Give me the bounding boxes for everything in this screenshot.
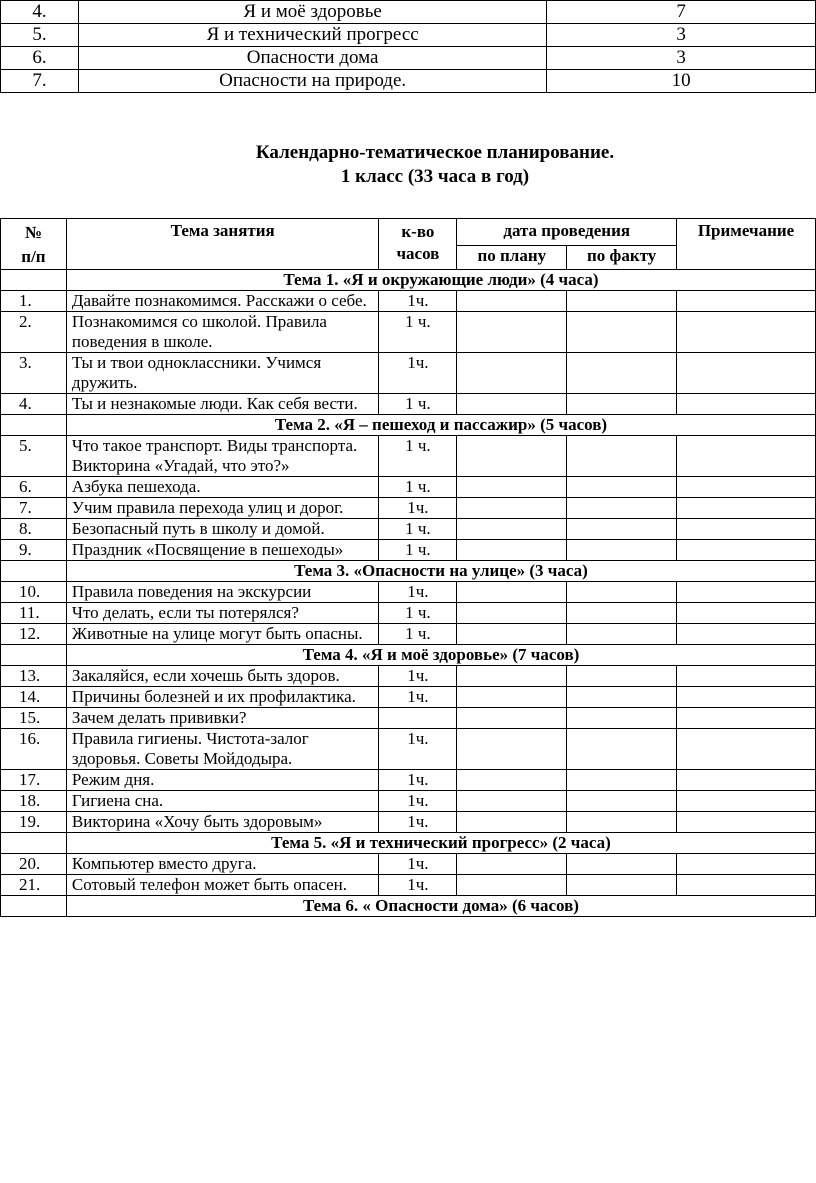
lesson-plan-date — [457, 582, 567, 603]
lesson-hours: 1ч. — [379, 791, 457, 812]
lesson-row — [1, 603, 816, 624]
summary-table-body — [1, 1, 816, 93]
lesson-topic: Компьютер вместо друга. — [66, 854, 379, 875]
lesson-number: 4. — [1, 394, 67, 415]
section-title: Тема 1. «Я и окружающие люди» (4 часа) — [66, 270, 815, 291]
lesson-row — [1, 312, 816, 353]
lesson-plan-date — [457, 477, 567, 498]
section-title: Тема 6. « Опасности дома» (6 часов) — [66, 896, 815, 917]
lesson-topic: Правила гигиены. Чистота-залог здоровья. Советы Мойдодыра. — [66, 729, 379, 770]
lesson-fact-date — [567, 666, 677, 687]
lesson-fact-date — [567, 875, 677, 896]
lesson-hours: 1ч. — [379, 770, 457, 791]
plan-table-body — [1, 270, 816, 917]
lesson-fact-date — [567, 812, 677, 833]
lesson-plan-date — [457, 729, 567, 770]
section-row — [1, 270, 816, 291]
lesson-hours: 1 ч. — [379, 436, 457, 477]
summary-cell-title: Опасности на природе. — [78, 70, 546, 93]
lesson-plan-date — [457, 498, 567, 519]
lesson-hours: 1 ч. — [379, 519, 457, 540]
lesson-row — [1, 666, 816, 687]
section-empty-cell — [1, 415, 67, 436]
lesson-fact-date — [567, 854, 677, 875]
lesson-hours: 1 ч. — [379, 540, 457, 561]
lesson-number: 15. — [1, 708, 67, 729]
lesson-row — [1, 812, 816, 833]
lesson-row — [1, 582, 816, 603]
lesson-number: 17. — [1, 770, 67, 791]
section-empty-cell — [1, 833, 67, 854]
lesson-plan-date — [457, 687, 567, 708]
summary-cell-count: 10 — [547, 70, 816, 93]
lesson-fact-date — [567, 770, 677, 791]
lesson-hours: 1 ч. — [379, 394, 457, 415]
lesson-number: 1. — [1, 291, 67, 312]
lesson-hours: 1ч. — [379, 353, 457, 394]
lesson-hours: 1ч. — [379, 854, 457, 875]
lesson-note — [677, 603, 816, 624]
section-title: Тема 5. «Я и технический прогресс» (2 часа) — [66, 833, 815, 854]
summary-row — [1, 47, 816, 70]
lesson-note — [677, 582, 816, 603]
summary-cell-count: 3 — [547, 24, 816, 47]
lesson-hours: 1ч. — [379, 498, 457, 519]
lesson-plan-date — [457, 666, 567, 687]
lesson-plan-date — [457, 312, 567, 353]
lesson-note — [677, 729, 816, 770]
lesson-note — [677, 812, 816, 833]
lesson-number: 14. — [1, 687, 67, 708]
summary-cell-count: 3 — [547, 47, 816, 70]
lesson-fact-date — [567, 291, 677, 312]
lesson-row — [1, 854, 816, 875]
lesson-fact-date — [567, 498, 677, 519]
header-date: дата проведения — [457, 219, 677, 246]
header-hours: к-во часов — [379, 219, 457, 270]
lesson-plan-date — [457, 603, 567, 624]
lesson-note — [677, 708, 816, 729]
lesson-topic: Животные на улице могут быть опасны. — [66, 624, 379, 645]
lesson-note — [677, 687, 816, 708]
section-row — [1, 833, 816, 854]
lesson-number: 20. — [1, 854, 67, 875]
lesson-note — [677, 791, 816, 812]
lesson-number: 3. — [1, 353, 67, 394]
summary-cell-num: 6. — [1, 47, 79, 70]
header-note: Примечание — [677, 219, 816, 270]
header-row — [1, 219, 816, 246]
lesson-hours: 1 ч. — [379, 624, 457, 645]
lesson-hours: 1ч. — [379, 875, 457, 896]
summary-row — [1, 24, 816, 47]
lesson-fact-date — [567, 436, 677, 477]
page-title: Календарно-тематическое планирование. — [255, 142, 615, 163]
lesson-topic: Зачем делать прививки? — [66, 708, 379, 729]
summary-cell-num: 5. — [1, 24, 79, 47]
lesson-row — [1, 708, 816, 729]
lesson-number: 13. — [1, 666, 67, 687]
section-row — [1, 415, 816, 436]
lesson-topic: Сотовый телефон может быть опасен. — [66, 875, 379, 896]
lesson-topic: Что делать, если ты потерялся? — [66, 603, 379, 624]
lesson-topic: Познакомимся со школой. Правила поведения в школе. — [66, 312, 379, 353]
lesson-fact-date — [567, 687, 677, 708]
lesson-plan-date — [457, 291, 567, 312]
lesson-number: 10. — [1, 582, 67, 603]
lesson-number: 2. — [1, 312, 67, 353]
lesson-hours: 1ч. — [379, 812, 457, 833]
lesson-note — [677, 666, 816, 687]
lesson-fact-date — [567, 519, 677, 540]
lesson-hours: 1ч. — [379, 687, 457, 708]
lesson-row — [1, 540, 816, 561]
lesson-row — [1, 498, 816, 519]
section-empty-cell — [1, 270, 67, 291]
lesson-hours: 1ч. — [379, 582, 457, 603]
lesson-number: 12. — [1, 624, 67, 645]
lesson-note — [677, 477, 816, 498]
section-title: Тема 4. «Я и моё здоровье» (7 часов) — [66, 645, 815, 666]
lesson-topic: Закаляйся, если хочешь быть здоров. — [66, 666, 379, 687]
summary-cell-title: Я и технический прогресс — [78, 24, 546, 47]
lesson-fact-date — [567, 312, 677, 353]
section-empty-cell — [1, 896, 67, 917]
summary-cell-title: Опасности дома — [78, 47, 546, 70]
header-topic: Тема занятия — [66, 219, 379, 270]
summary-cell-num: 7. — [1, 70, 79, 93]
lesson-row — [1, 353, 816, 394]
lesson-hours: 1ч. — [379, 729, 457, 770]
lesson-number: 6. — [1, 477, 67, 498]
lesson-row — [1, 687, 816, 708]
lesson-note — [677, 624, 816, 645]
lesson-number: 8. — [1, 519, 67, 540]
lesson-row — [1, 291, 816, 312]
lesson-row — [1, 875, 816, 896]
lesson-note — [677, 770, 816, 791]
section-empty-cell — [1, 645, 67, 666]
lesson-topic: Безопасный путь в школу и домой. — [66, 519, 379, 540]
lesson-fact-date — [567, 582, 677, 603]
lesson-topic: Праздник «Посвящение в пешеходы» — [66, 540, 379, 561]
lesson-fact-date — [567, 729, 677, 770]
lesson-note — [677, 875, 816, 896]
lesson-note — [677, 854, 816, 875]
lesson-plan-date — [457, 436, 567, 477]
lesson-row — [1, 519, 816, 540]
section-row — [1, 645, 816, 666]
lesson-plan-date — [457, 708, 567, 729]
lesson-number: 16. — [1, 729, 67, 770]
header-num: № п/п — [1, 219, 67, 270]
lesson-number: 18. — [1, 791, 67, 812]
lesson-row — [1, 436, 816, 477]
summary-cell-title: Я и моё здоровье — [78, 1, 546, 24]
lesson-row — [1, 394, 816, 415]
lesson-topic: Что такое транспорт. Виды транспорта. Викторина «Угадай, что это?» — [66, 436, 379, 477]
lesson-number: 5. — [1, 436, 67, 477]
lesson-number: 7. — [1, 498, 67, 519]
lesson-plan-date — [457, 624, 567, 645]
lesson-note — [677, 353, 816, 394]
lesson-hours: 1ч. — [379, 291, 457, 312]
section-empty-cell — [1, 561, 67, 582]
lesson-topic: Учим правила перехода улиц и дорог. — [66, 498, 379, 519]
lesson-plan-date — [457, 854, 567, 875]
lesson-hours: 1 ч. — [379, 312, 457, 353]
lesson-topic: Азбука пешехода. — [66, 477, 379, 498]
lesson-fact-date — [567, 540, 677, 561]
plan-table — [0, 218, 816, 917]
summary-cell-count: 7 — [547, 1, 816, 24]
lesson-plan-date — [457, 875, 567, 896]
lesson-topic: Причины болезней и их профилактика. — [66, 687, 379, 708]
summary-table — [0, 0, 816, 93]
lesson-fact-date — [567, 353, 677, 394]
section-title: Тема 2. «Я – пешеход и пассажир» (5 часов) — [66, 415, 815, 436]
header-plan: по плану — [457, 245, 567, 269]
lesson-fact-date — [567, 708, 677, 729]
page-subtitle: 1 класс (33 часа в год) — [340, 166, 530, 187]
lesson-plan-date — [457, 791, 567, 812]
lesson-hours: 1 ч. — [379, 477, 457, 498]
summary-row — [1, 1, 816, 24]
lesson-row — [1, 791, 816, 812]
lesson-fact-date — [567, 624, 677, 645]
lesson-row — [1, 477, 816, 498]
lesson-row — [1, 770, 816, 791]
summary-row — [1, 70, 816, 93]
lesson-note — [677, 291, 816, 312]
lesson-plan-date — [457, 540, 567, 561]
section-title: Тема 3. «Опасности на улице» (3 часа) — [66, 561, 815, 582]
lesson-plan-date — [457, 812, 567, 833]
lesson-note — [677, 436, 816, 477]
lesson-plan-date — [457, 519, 567, 540]
section-row — [1, 561, 816, 582]
lesson-note — [677, 394, 816, 415]
lesson-topic: Гигиена сна. — [66, 791, 379, 812]
lesson-number: 11. — [1, 603, 67, 624]
lesson-topic: Давайте познакомимся. Расскажи о себе. — [66, 291, 379, 312]
lesson-topic: Режим дня. — [66, 770, 379, 791]
lesson-plan-date — [457, 394, 567, 415]
lesson-fact-date — [567, 394, 677, 415]
lesson-number: 19. — [1, 812, 67, 833]
lesson-number: 9. — [1, 540, 67, 561]
lesson-topic: Ты и незнакомые люди. Как себя вести. — [66, 394, 379, 415]
lesson-topic: Правила поведения на экскурсии — [66, 582, 379, 603]
lesson-fact-date — [567, 477, 677, 498]
lesson-hours: 1 ч. — [379, 603, 457, 624]
lesson-fact-date — [567, 791, 677, 812]
lesson-row — [1, 624, 816, 645]
lesson-topic: Ты и твои одноклассники. Учимся дружить. — [66, 353, 379, 394]
lesson-hours: 1ч. — [379, 666, 457, 687]
lesson-topic: Викторина «Хочу быть здоровым» — [66, 812, 379, 833]
lesson-plan-date — [457, 770, 567, 791]
lesson-fact-date — [567, 603, 677, 624]
lesson-hours — [379, 708, 457, 729]
summary-cell-num: 4. — [1, 1, 79, 24]
section-row — [1, 896, 816, 917]
lesson-note — [677, 519, 816, 540]
lesson-plan-date — [457, 353, 567, 394]
lesson-row — [1, 729, 816, 770]
lesson-note — [677, 312, 816, 353]
lesson-number: 21. — [1, 875, 67, 896]
lesson-note — [677, 498, 816, 519]
header-fact: по факту — [567, 245, 677, 269]
lesson-note — [677, 540, 816, 561]
